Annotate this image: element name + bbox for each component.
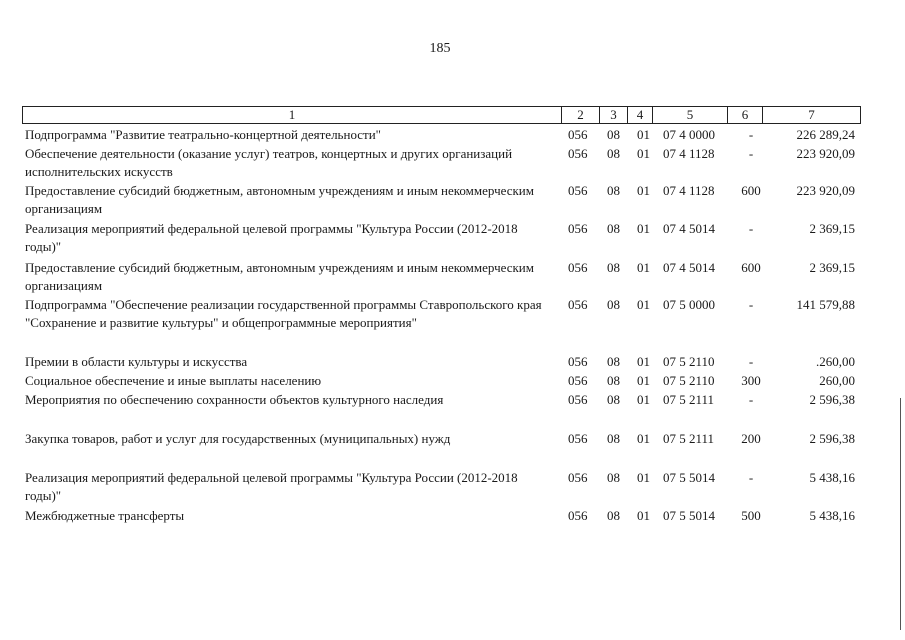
row-gr: 056	[568, 354, 588, 369]
row-rz: 08	[607, 354, 620, 369]
row-rz: 08	[607, 183, 620, 198]
row-vr: 600	[741, 183, 761, 198]
header-col-2: 2	[561, 107, 599, 123]
row-cs: 07 5 0000	[663, 297, 715, 312]
row-pr: 01	[637, 297, 650, 312]
row-pr: 01	[637, 146, 650, 161]
row-sum: 260,00	[819, 373, 855, 388]
row-gr: 056	[568, 127, 588, 142]
header-col-3: 3	[599, 107, 627, 123]
row-rz: 08	[607, 297, 620, 312]
row-vr: 500	[741, 508, 761, 523]
row-vr: -	[748, 146, 754, 161]
row-sum: 2 596,38	[809, 392, 855, 407]
header-col-5: 5	[652, 107, 727, 123]
scan-edge-line	[900, 398, 901, 630]
row-vr: -	[748, 392, 754, 407]
row-pr: 01	[637, 431, 650, 446]
row-cs: 07 4 5014	[663, 221, 715, 236]
row-vr: -	[748, 470, 754, 485]
header-col-7: 7	[762, 107, 860, 123]
page-number: 185	[429, 41, 451, 56]
row-gr: 056	[568, 146, 588, 161]
row-name: Реализация мероприятий федеральной целевой программы "Культура России (2012-2018 годы)"	[25, 470, 518, 503]
row-name: Подпрограмма "Развитие театрально-концертной деятельности"	[25, 127, 381, 142]
row-sum: 5 438,16	[809, 470, 855, 485]
row-name: Реализация мероприятий федеральной целевой программы "Культура России (2012-2018 годы)"	[25, 221, 518, 254]
row-gr: 056	[568, 470, 588, 485]
row-gr: 056	[568, 297, 588, 312]
row-sum: 223 920,09	[796, 183, 855, 198]
row-cs: 07 5 2110	[663, 373, 715, 388]
row-cs: 07 4 1128	[663, 146, 715, 161]
row-sum: 2 369,15	[809, 221, 855, 236]
row-pr: 01	[637, 221, 650, 236]
row-name: Закупка товаров, работ и услуг для государственных (муниципальных) нужд	[25, 431, 451, 446]
row-gr: 056	[568, 221, 588, 236]
row-vr: 300	[741, 373, 761, 388]
row-cs: 07 4 5014	[663, 260, 715, 275]
row-sum: 2 369,15	[809, 260, 855, 275]
row-cs: 07 5 5014	[663, 470, 715, 485]
row-cs: 07 5 2111	[663, 392, 715, 407]
row-pr: 01	[637, 470, 650, 485]
header-col-4: 4	[627, 107, 652, 123]
row-sum: 223 920,09	[796, 146, 855, 161]
row-rz: 08	[607, 127, 620, 142]
table-header	[22, 106, 861, 124]
row-cs: 07 4 0000	[663, 127, 715, 142]
row-name: Предоставление субсидий бюджетным, автономным учреждениям и иным некоммерческим организациям	[25, 183, 534, 216]
row-rz: 08	[607, 260, 620, 275]
header-col-1: 1	[288, 107, 296, 122]
row-name: Обеспечение деятельности (оказание услуг) театров, концертных и других организаций исполнительских искусств	[25, 146, 513, 179]
row-cs: 07 5 2110	[663, 354, 715, 369]
row-name: Социальное обеспечение и иные выплаты населению	[25, 373, 322, 388]
row-gr: 056	[568, 183, 588, 198]
row-rz: 08	[607, 221, 620, 236]
row-pr: 01	[637, 354, 650, 369]
row-sum: 226 289,24	[796, 127, 855, 142]
row-sum: 141 579,88	[796, 297, 855, 312]
row-gr: 056	[568, 431, 588, 446]
row-cs: 07 5 5014	[663, 508, 715, 523]
row-gr: 056	[568, 508, 588, 523]
row-rz: 08	[607, 373, 620, 388]
row-rz: 08	[607, 392, 620, 407]
row-name: Межбюджетные трансферты	[25, 508, 185, 523]
row-name: Премии в области культуры и искусства	[25, 354, 248, 369]
row-gr: 056	[568, 392, 588, 407]
row-pr: 01	[637, 183, 650, 198]
row-vr: -	[748, 221, 754, 236]
row-rz: 08	[607, 431, 620, 446]
row-pr: 01	[637, 508, 650, 523]
row-pr: 01	[637, 373, 650, 388]
row-sum: 2 596,38	[809, 431, 855, 446]
row-name: Мероприятия по обеспечению сохранности объектов культурного наследия	[25, 392, 444, 407]
row-gr: 056	[568, 373, 588, 388]
row-pr: 01	[637, 392, 650, 407]
row-vr: -	[748, 127, 754, 142]
row-cs: 07 5 2111	[663, 431, 715, 446]
row-vr: -	[748, 354, 754, 369]
row-rz: 08	[607, 146, 620, 161]
row-rz: 08	[607, 470, 620, 485]
row-gr: 056	[568, 260, 588, 275]
row-pr: 01	[637, 260, 650, 275]
row-rz: 08	[607, 508, 620, 523]
row-vr: 200	[741, 431, 761, 446]
row-vr: -	[748, 297, 754, 312]
header-col-6: 6	[727, 107, 762, 123]
row-vr: 600	[741, 260, 761, 275]
row-name: Предоставление субсидий бюджетным, автономным учреждениям и иным некоммерческим организациям	[25, 260, 534, 293]
row-name: Подпрограмма "Обеспечение реализации государственной программы Ставропольского края "Сохранение и развитие культуры" и общепрограммные мероприятия"	[25, 297, 542, 330]
row-cs: 07 4 1128	[663, 183, 715, 198]
row-sum: 5 438,16	[809, 508, 855, 523]
row-pr: 01	[637, 127, 650, 142]
row-sum: .260,00	[816, 354, 855, 369]
